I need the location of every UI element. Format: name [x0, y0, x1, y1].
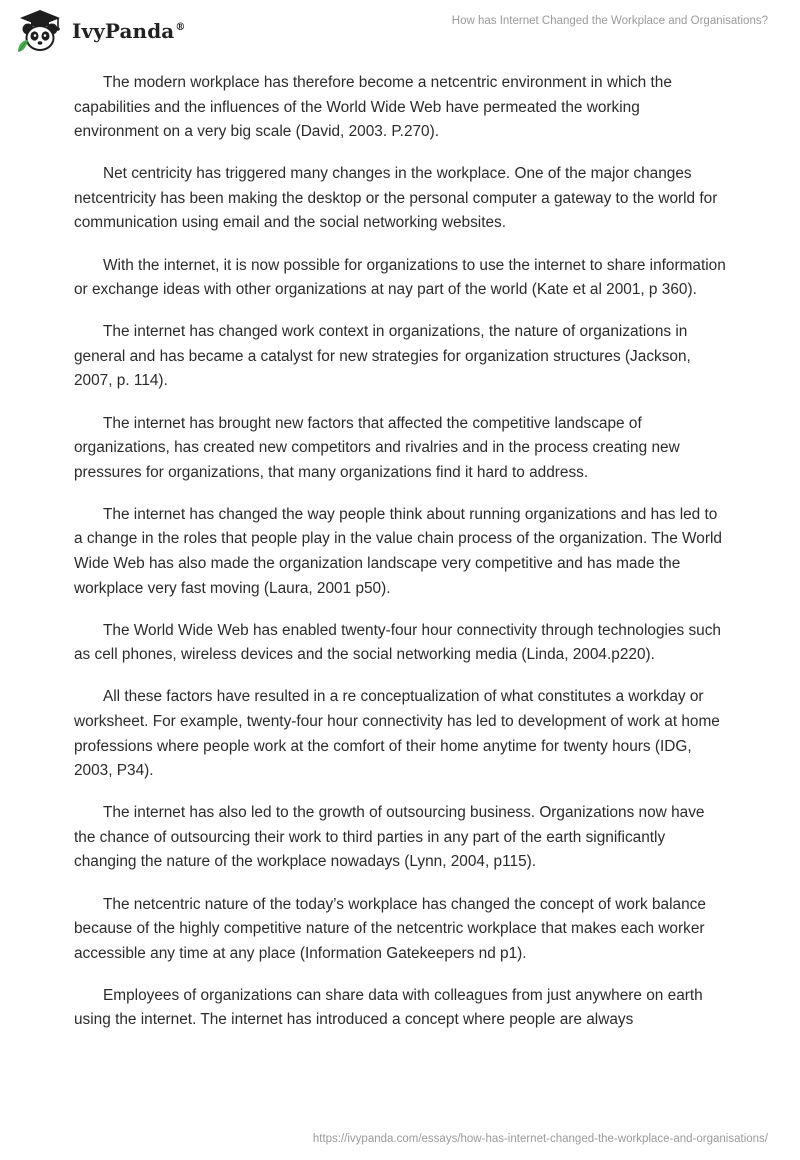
source-url-link[interactable]: https://ivypanda.com/essays/how-has-internet-changed-the-workplace-and-organisations/: [312, 1133, 768, 1145]
paragraph: The modern workplace has therefore become a netcentric environment in which the capabilities and the influences of the World Wide Web have permeated the working environment on a very big scale (David, 2003. P.270).: [74, 74, 672, 141]
paragraph: The netcentric nature of the today’s workplace has changed the concept of work balance because of the highly competitive nature of the netcentric workplace that makes each worker accessible any time at any place (Information Gatekeepers nd p1).: [74, 895, 706, 962]
panda-graduation-cap-icon: [14, 8, 66, 54]
paragraph: The internet has also led to the growth of outsourcing business. Organizations now have the chance of outsourcing their work to third parties in any part of the earth significantly changing the nature of the workplace nowadays (Lynn, 2004, p115).: [74, 804, 705, 871]
paragraph: The internet has brought new factors that affected the competitive landscape of organizations, has created new competitors and rivalries and in the process creating new pressures for organizations, that many organizations find it hard to address.: [74, 414, 680, 481]
paragraph: The internet has changed work context in organizations, the nature of organizations in general and has became a catalyst for new strategies for organization structures (Jackson, 2007, p. 114).: [74, 323, 691, 390]
paragraph: With the internet, it is now possible for organizations to use the internet to share information or exchange ideas with other organizations at nay part of the world (Kate et al 2001, p 360).: [74, 256, 726, 299]
paragraph: All these factors have resulted in a re conceptualization of what constitutes a workday or worksheet. For example, twenty-four hour connectivity has led to development of work at home professions where people work at the comfort of their home anytime for twenty hours (IDG, 2003, P34).: [74, 688, 720, 780]
paragraph: The internet has changed the way people think about running organizations and has led to a change in the roles that people play in the value chain process of the organization. The World Wide Web has also made the organization landscape very competitive and has made the workplace very fast moving (Laura, 2001 p50).: [74, 505, 722, 597]
paragraph: Net centricity has triggered many changes in the workplace. One of the major changes netcentricity has been making the desktop or the personal computer a gateway to the world for communication using email and the social networking websites.: [74, 165, 718, 232]
essay-body: [74, 71, 728, 1051]
paragraph: The World Wide Web has enabled twenty-four hour connectivity through technologies such as cell phones, wireless devices and the social networking media (Linda, 2004.p220).: [74, 621, 721, 664]
registered-mark: ®: [175, 22, 186, 34]
document-title: How has Internet Changed the Workplace and Organisations?: [451, 15, 768, 27]
paragraph: Employees of organizations can share data with colleagues from just anywhere on earth using the internet. The internet has introduced a concept where people are always: [74, 986, 703, 1029]
ivypanda-logo[interactable]: [14, 8, 185, 54]
page-header: [0, 0, 800, 60]
brand-name: IvyPanda®: [72, 19, 186, 43]
